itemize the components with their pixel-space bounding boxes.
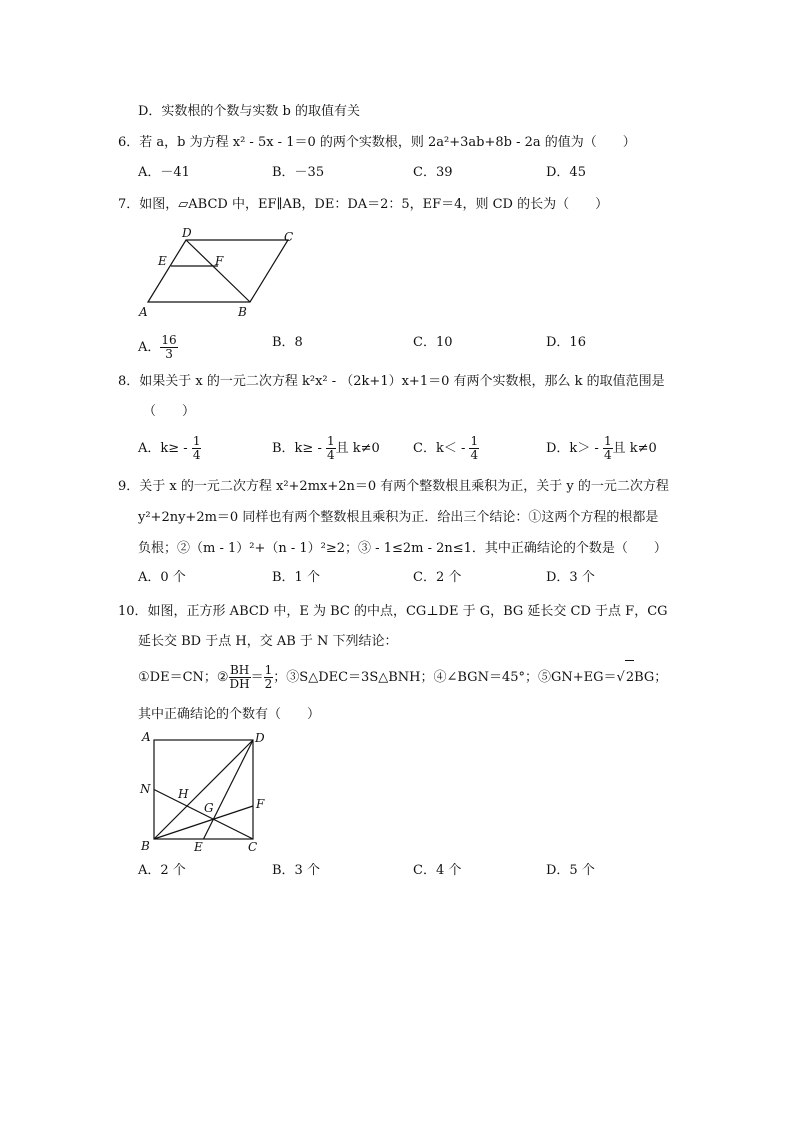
q7-option-d: D．16 — [546, 335, 586, 350]
q10-label-h: H — [178, 787, 189, 801]
q6-option-a: A．－41 — [138, 165, 190, 180]
q8-option-c: C．k＜ - $\frac{1}{4}$ — [413, 434, 479, 462]
q10-option-c: C．4 个 — [413, 863, 462, 878]
q10-conclusions: ①DE＝CN；② $\frac{BH}{DH}$ ＝ $\frac{1}{2}$ ；③S△DEC＝3S△BNH；④∠BGN＝45°；⑤GN+EG＝√2BG； — [138, 660, 667, 695]
q8-option-b: B．k≥ - $\frac{1}{4}$ 且 k≠0 — [272, 434, 380, 462]
q7-option-a: A． $\frac{16}{3}$ — [138, 333, 177, 361]
q10-label-a: A — [142, 730, 151, 744]
q10-line-1: 10．如图，正方形 ABCD 中，E 为 BC 的中点，CG⊥DE 于 G，BG 延长交 CD 于点 F，CG — [118, 604, 668, 619]
q7-option-b: B．8 — [272, 335, 303, 350]
q5-option-d: D．实数根的个数与实数 b 的取值有关 — [138, 104, 361, 119]
q10-square-figure — [136, 728, 270, 854]
q10-line-4: 其中正确结论的个数有（ ） — [138, 707, 321, 722]
q8-option-a: A．k≥ - $\frac{1}{4}$ — [138, 434, 201, 462]
q7-label-e: E — [158, 254, 167, 268]
q10-label-n: N — [140, 782, 151, 796]
q8-paren: （ ） — [143, 404, 196, 419]
q7-label-b: B — [238, 305, 247, 319]
q7-label-a: A — [139, 305, 148, 319]
q6-option-d: D．45 — [546, 165, 586, 180]
q6-option-b: B．－35 — [272, 165, 325, 180]
q7-parallelogram-figure — [138, 224, 308, 320]
q10-option-a: A．2 个 — [138, 863, 186, 878]
q10-option-d: D．5 个 — [546, 863, 595, 878]
q10-option-b: B．3 个 — [272, 863, 320, 878]
q10-label-b: B — [141, 839, 150, 853]
q10-label-e: E — [194, 840, 203, 854]
q6-option-c: C．39 — [413, 165, 453, 180]
q10-line-2: 延长交 BD 于点 H，交 AB 于 N 下列结论： — [138, 634, 398, 649]
q8-stem: 8．如果关于 x 的一元二次方程 k²x² - （2k+1）x+1＝0 有两个实数根，那么 k 的取值范围是 — [118, 374, 665, 389]
q9-line-3: 负根；②（m - 1）²+（n - 1）²≥2；③ - 1≤2m - 2n≤1．其中正确结论的个数是（ ） — [138, 541, 667, 556]
q7-label-f: F — [215, 254, 224, 268]
q9-line-1: 9．关于 x 的一元二次方程 x²+2mx+2n＝0 有两个整数根且乘积为正，关于 y 的一元二次方程 — [118, 479, 669, 494]
q9-line-2: y²+2ny+2m＝0 同样也有两个整数根且乘积为正．给出三个结论：①这两个方程的根都是 — [138, 510, 659, 525]
q10-label-g: G — [204, 801, 214, 815]
q7-label-c: C — [284, 230, 294, 244]
q7-option-c: C．10 — [413, 335, 453, 350]
q7-stem: 7．如图，▱ABCD 中，EF∥AB，DE：DA＝2：5，EF＝4，则 CD 的长为（ ） — [118, 197, 609, 212]
q10-label-c: C — [248, 840, 258, 854]
q7-label-d: D — [182, 226, 192, 240]
q10-label-d: D — [255, 731, 265, 745]
q9-option-a: A．0 个 — [138, 570, 186, 585]
q9-option-d: D．3 个 — [546, 570, 595, 585]
q9-option-c: C．2 个 — [413, 570, 462, 585]
q8-option-d: D．k＞ - $\frac{1}{4}$ 且 k≠0 — [546, 434, 657, 462]
q10-label-f: F — [256, 797, 265, 811]
q9-option-b: B．1 个 — [272, 570, 320, 585]
q6-stem: 6．若 a，b 为方程 x² - 5x - 1＝0 的两个实数根，则 2a²+3ab+8b - 2a 的值为（ ） — [118, 135, 636, 150]
